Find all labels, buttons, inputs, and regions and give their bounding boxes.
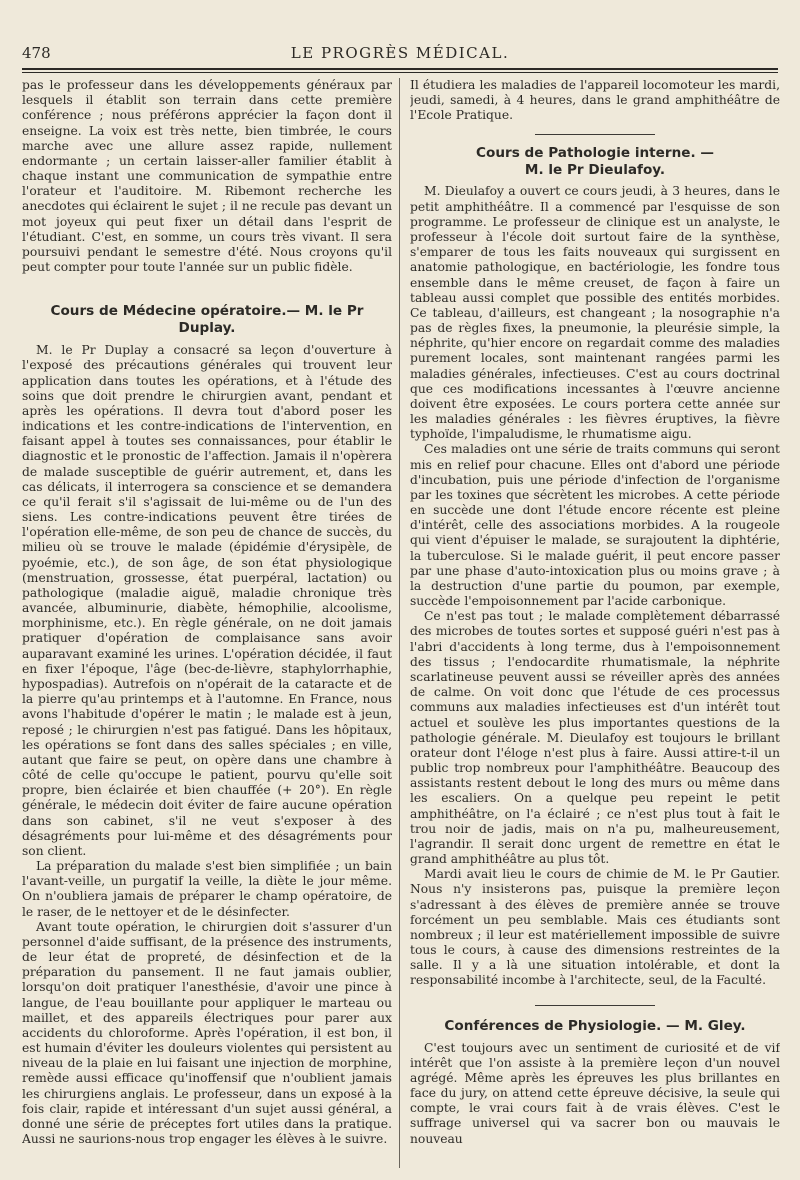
running-head bbox=[22, 44, 778, 70]
section-heading-medecine-operatoire: Cours de Médecine opératoire.— M. le Pr Duplay. bbox=[50, 303, 364, 337]
paragraph: Il étudiera les maladies de l'appareil locomoteur les mardi, jeudi, samedi, à 4 heures, dans le grand amphithéâtre de l'Ecole Pratique. bbox=[410, 78, 780, 123]
page-number: 478 bbox=[22, 44, 51, 62]
header-rule bbox=[22, 68, 778, 73]
paragraph: M. Dieulafoy a ouvert ce cours jeudi, à 3 heures, dans le petit amphithéâtre. Il a commencé par l'esquisse de son programme. Le professeur de clinique est un analyste, le professeur à l'école doit surtout faire de la synthèse, s'emparer de tous les faits nouveaux qui surgissent en anatomie pathologique, en bactériologie, les fondre tous ensemble dans le même creuset, de façon à faire un tableau aussi complet que possible des entités morbides. Ce tableau, d'ailleurs, est changeant ; la nosographie n'a pas de règles fixes, la pneumonie, la pleurésie simple, la néphrite, qu'hier encore on regardait comme des maladies purement locales, sont maintenant rangées parmi les maladies générales, infectieuses. C'est au cours doctrinal que ces modifications incessantes à l'œuvre ancienne doivent être exposées. Le cours portera cette année sur les maladies générales : les fièvres éruptives, la fièvre typhoïde, l'impaludisme, le rhumatisme aigu. bbox=[410, 184, 780, 442]
paragraph: Mardi avait lieu le cours de chimie de M. le Pr Gautier. Nous n'y insisterons pas, puisque la première leçon s'adressant à des élèves de première année se trouve forcément un peu semblable. Mais ces étudiants sont nombreux ; il leur est matériellement impossible de suivre tous le cours, à cause des dimensions restreintes de la salle. Il y a là une situation intolérable, et dont la responsabilité incombe à l'architecte, seul, de la Faculté. bbox=[410, 867, 780, 988]
left-column bbox=[22, 78, 392, 1168]
paragraph: Ce n'est pas tout ; le malade complètement débarrassé des microbes de toutes sortes et supposé guéri n'est pas à l'abri d'accidents à long terme, dus à l'empoisonnement des tissus ; l'endocardite rhumatismale, la néphrite scarlatineuse peuvent aussi se réveiller après des années de calme. On voit donc que l'étude de ces processus communs aux maladies infectieuses est d'un intérêt tout actuel et soulève les plus importantes questions de la pathologie générale. M. Dieulafoy est toujours le brillant orateur dont l'éloge n'est plus à faire. Aussi attire-t-il un public trop nombreux pour l'amphithéâtre. Beaucoup des assistants restent debout le long des murs ou même dans les escaliers. On a quelque peu repeint le petit amphithéâtre, on l'a éclairé ; ce n'est plus tout à fait le trou noir de jadis, mais on n'a pu, malheureusement, l'agrandir. Il serait donc urgent de remettre en état le grand amphithéâtre au plus tôt. bbox=[410, 609, 780, 867]
section-heading-pathologie-interne-subtitle: M. le Pr Dieulafoy. bbox=[524, 161, 666, 178]
journal-title: LE PROGRÈS MÉDICAL. bbox=[290, 44, 510, 62]
paragraph: La préparation du malade s'est bien simplifiée ; un bain l'avant-veille, un purgatif la veille, la diète le jour même. On n'oubliera jamais de préparer le champ opératoire, de le raser, de le nettoyer et de le désinfecter. bbox=[22, 859, 392, 919]
right-column bbox=[410, 78, 780, 1168]
paragraph: pas le professeur dans les développements généraux par lesquels il établit son terrain dans cette première conférence ; nous préférons apprécier la façon dont il enseigne. La voix est très nette, bien timbrée, le cours marche avec une allure assez rapide, nullement endormante ; un certain laisser-aller familier établit à chaque instant une communication de sympathie entre l'orateur et l'auditoire. M. Ribemont recherche les anecdotes qui éclairent le sujet ; il ne recule pas devant un mot joyeux qui peut fixer un détail dans l'esprit de l'étudiant. C'est, en somme, un cours très vivant. Il sera poursuivi pendant le semestre d'été. Nous croyons qu'il peut compter pour toute l'année sur un public fidèle. bbox=[22, 78, 392, 275]
paragraph: Avant toute opération, le chirurgien doit s'assurer d'un personnel d'aide suffisant, de la présence des instruments, de leur état de propreté, de désinfection et de la préparation du pansement. Il ne faut jamais oublier, lorsqu'on doit pratiquer l'anesthésie, d'avoir une pince à langue, de l'eau bouillante pour appliquer le marteau ou maillet, et des appareils électriques pour parer aux accidents du chloroforme. Après l'opération, il est bon, il est humain d'éviter les douleurs violentes qui persistent au niveau de la plaie en lui faisant une injection de morphine, remède aussi efficace qu'inoffensif que n'oublient jamais les chirurgiens anglais. Le professeur, dans un exposé à la fois clair, rapide et intéressant d'un sujet aussi général, a donné une série de préceptes fort utiles dans la pratique. Aussi ne saurions-nous trop engager les élèves à le suivre. bbox=[22, 919, 392, 1147]
column-divider bbox=[399, 78, 400, 1168]
section-heading-pathologie-interne: Cours de Pathologie interne. — bbox=[476, 144, 714, 161]
paragraph: M. le Pr Duplay a consacré sa leçon d'ouverture à l'exposé des précautions générales qui trouvent leur application dans toutes les opérations, et à l'étude des soins que doit prendre le chirurgien avant, pendant et après les opérations. Il devra tout d'abord poser les indications et les contre-indications de l'intervention, en faisant appel à toutes ses connaissances, pour établir le diagnostic et le pronostic de l'affection. Jamais il n'opèrera de malade susceptible de guérir autrement, et, dans les cas délicats, il interrogera sa conscience et se demandera ce qu'il ferait s'il s'agissait de lui-même ou de l'un des siens. Les contre-indications peuvent être tirées de l'opération elle-même, de son peu de chance de succès, du milieu où se trouve le malade (épidémie d'érysipèle, de pyoémie, etc.), de son âge, de son état physiologique (menstruation, grossesse, état puerpéral, lactation) ou pathologique (maladie aiguë, maladie chronique très avancée, albuminurie, diabète, hémophilie, alcoolisme, morphinisme, etc.). En règle générale, on ne doit jamais pratiquer d'opération de complaisance sans avoir auparavant examiné les urines. L'opération décidée, il faut en fixer l'époque, l'âge (bec-de-lièvre, staphylorrhaphie, hypospadias). Autrefois on n'opérait de la cataracte et de la pierre qu'au printemps et à l'automne. En France, nous avons l'habitude d'opérer le matin ; le malade est à jeun, reposé ; le chirurgien n'est pas fatigué. Dans les hôpitaux, les opérations se font dans des salles spéciales ; en ville, autant que faire se peut, on opère dans une chambre à côté de celle qu'occupe le patient, pourvu qu'elle soit propre, bien éclairée et bien chauffée (+ 20°). En règle générale, le médecin doit éviter de faire aucune opération dans son cabinet, s'il ne veut s'exposer à des désagréments pour lui-même et des désagréments pour son client. bbox=[22, 343, 392, 858]
paragraph: Ces maladies ont une série de traits communs qui seront mis en relief pour chacune. Elles ont d'abord une période d'incubation, puis une période d'infection de l'organisme par les toxines que sécrètent les microbes. A cette période en succède une dont l'étude encore récente est pleine d'intérêt, celle des associations morbides. A la rougeole qui vient d'épuiser le malade, se surajoutent la diphtérie, la tuberculose. Si le malade guérit, il peut encore passer par une phase d'auto-intoxication plus ou moins grave ; à la destruction d'une partie du poumon, par exemple, succède l'empoisonnement par l'acide carbonique. bbox=[410, 442, 780, 609]
paragraph: C'est toujours avec un sentiment de curiosité et de vif intérêt que l'on assiste à la première leçon d'un nouvel agrégé. Même après les épreuves les plus brillantes en face du jury, on attend cette épreuve décisive, la seule qui compte, le vrai cours fait à de vrais élèves. C'est le suffrage universel qui va sacrer bon ou mauvais le nouveau bbox=[410, 1040, 780, 1146]
section-heading-physiologie: Conférences de Physiologie. — M. Gley. bbox=[444, 1017, 746, 1034]
